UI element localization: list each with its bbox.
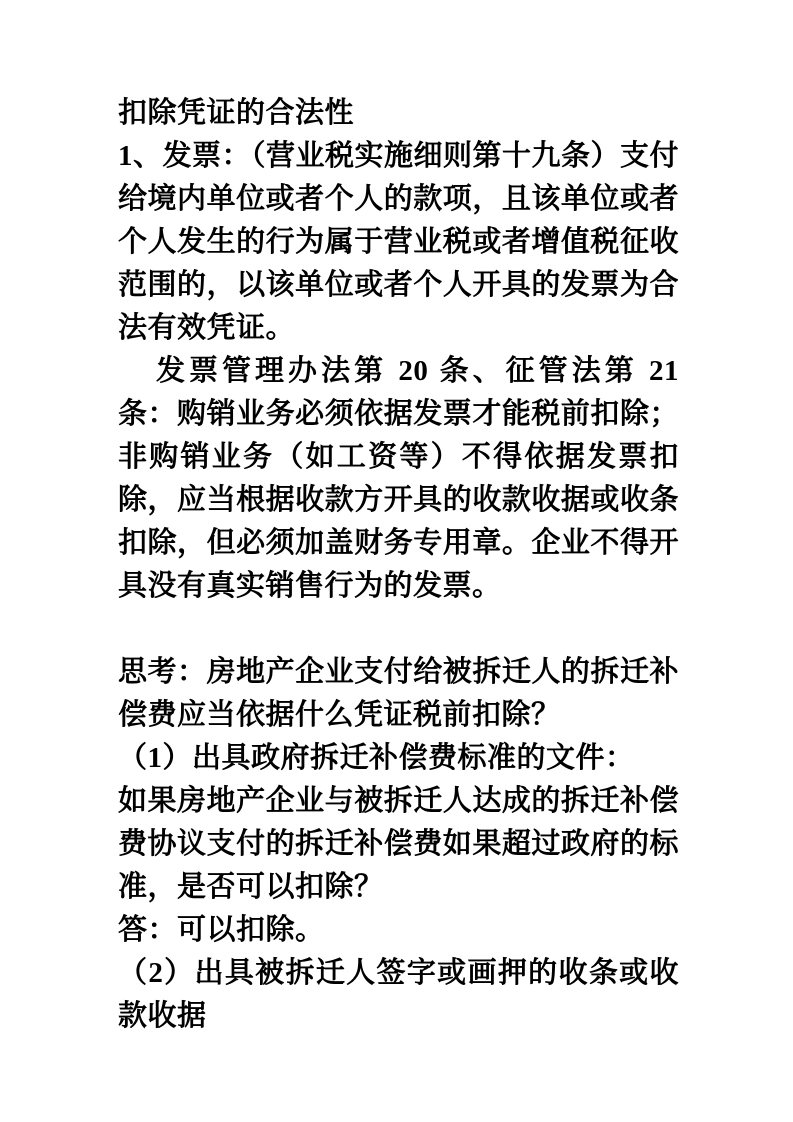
paragraph-item-1-government-standard-document: （1）出具政府拆迁补偿费标准的文件： (118, 742, 635, 774)
paragraph-answer: 答：可以扣除。 (118, 914, 325, 946)
paragraph-thinking-question: 思考：房地产企业支付给被拆迁人的拆迁补偿费应当依据什么凭证税前扣除？ (118, 656, 679, 731)
heading-deduction-voucher-legality: 扣除凭证的合法性 (118, 97, 355, 129)
paragraph-item-2-signed-receipt: （2）出具被拆迁人签字或画押的收条或收款收据 (118, 957, 679, 1032)
paragraph-invoice-management-measures: 发票管理办法第 20 条、征管法第 21 条：购销业务必须依据发票才能税前扣除；非购销业务（如工资等）不得依据发票扣除，应当根据收款方开具的收款收据或收条扣除，但必须加盖财务专用章。企业不得开具没有真实销售行为的发票。 (118, 355, 679, 602)
paragraph-exceed-standard-question: 如果房地产企业与被拆迁人达成的拆迁补偿费协议支付的拆迁补偿费如果超过政府的标准，是否可以扣除？ (118, 785, 679, 903)
paragraph-invoice-rule: 1、发票：（营业税实施细则第十九条）支付给境内单位或者个人的款项，且该单位或者个人发生的行为属于营业税或者增值税征收范围的，以该单位或者个人开具的发票为合法有效凭证。 (118, 140, 680, 344)
